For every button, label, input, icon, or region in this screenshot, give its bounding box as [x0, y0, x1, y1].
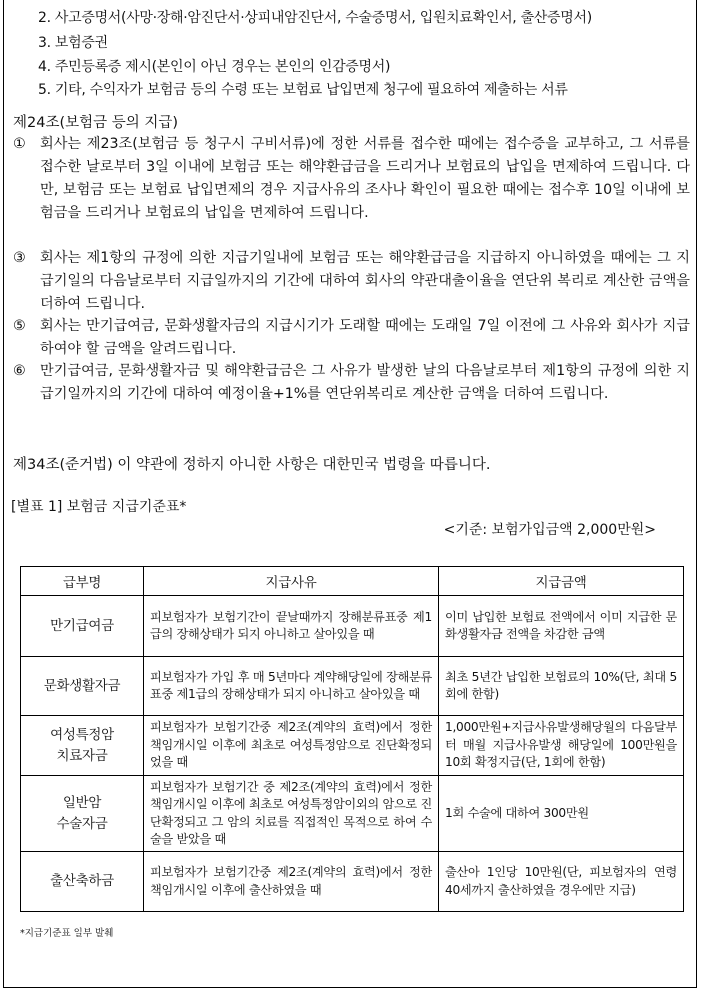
docs-list-item-2: 2. 사고증명서(사망·장해·암진단서·상피내암진단서, 수술증명서, 입원치료확인서, 출산증명서) — [38, 10, 592, 26]
payment-amount: 이미 납입한 보험료 전액에서 이미 지급한 문화생활자금 전액을 차감한 금액 — [439, 596, 684, 657]
paragraph-text: 회사는 만기급여금, 문화생활자금의 지급시기가 도래할 때에는 도래일 7일 이전에 그 사유와 회사가 지급하여야 할 금액을 알려드립니다. — [40, 318, 690, 357]
benefit-name: 만기급여금 — [21, 596, 144, 657]
payment-reason: 피보험자가 보험기간 중 제2조(계약의 효력)에서 정한 책임개시일 이후에 최초로 여성특정암이외의 암으로 진단확정되고 그 암의 치료를 직접적인 목적으로 하여 수술을 받았을 때 — [144, 776, 439, 852]
payment-reason: 피보험자가 보험기간중 제2조(계약의 효력)에서 정한 책임개시일 이후에 최초로 여성특정암으로 진단확정되었을 때 — [144, 716, 439, 776]
attachment-standard-note: <기준: 보험가입금액 2,000만원> — [443, 522, 656, 538]
benefit-name: 출산축하금 — [21, 852, 144, 912]
table-row — [21, 596, 684, 657]
header-payment-reason: 지급사유 — [144, 567, 439, 596]
table-row — [21, 657, 684, 716]
payment-reason: 피보험자가 보험기간중 제2조(계약의 효력)에서 정한 책임개시일 이후에 출산하였을 때 — [144, 852, 439, 912]
header-payment-amount: 지급금액 — [439, 567, 684, 596]
payment-amount: 출산아 1인당 10만원(단, 피보험자의 연령 40세까지 출산하였을 경우에만 지급) — [439, 852, 684, 912]
paragraph-text: 만기급여금, 문화생활자금 및 해약환급금은 그 사유가 발생한 날의 다음날로부터 제1항의 규정에 의한 지급기일까지의 기간에 대하여 예정이율+1%를 연단위복리로 계산한 금액을 더하여 드립니다. — [40, 363, 690, 402]
document-page — [3, 0, 697, 988]
benefit-name: 일반암 수술자금 — [21, 776, 144, 852]
payment-reason: 피보험자가 가입 후 매 5년마다 계약해당일에 장해분류표중 제1급의 장해상태가 되지 아니하고 살아있을 때 — [144, 657, 439, 716]
paragraph-text: 회사는 제23조(보험금 등 청구시 구비서류)에 정한 서류를 접수한 때에는 접수증을 교부하고, 그 서류를 접수한 날로부터 3일 이내에 보험금 또는 해약환급금을 드리거나 보험료의 납입을 면제하여 드립니다. 다만, 보험금 또는 보험료 납입면제의 경우 지급사유의 조사나 확인이 필요한 때에는 접수후 10일 이내에 보험금을 드리거나 보험료의 납입을 면제하여 드립니다. — [40, 136, 690, 221]
docs-list-item-3: 3. 보험증권 — [38, 35, 108, 51]
table-row — [21, 776, 684, 852]
table-row — [21, 716, 684, 776]
benefit-name: 문화생활자금 — [21, 657, 144, 716]
paragraph-mark: ⑥ — [13, 363, 26, 379]
payment-reason: 피보험자가 보험기간이 끝날때까지 장해분류표중 제1급의 장해상태가 되지 아니하고 살아있을 때 — [144, 596, 439, 657]
paragraph-text: 회사는 제1항의 규정에 의한 지급기일내에 보험금 또는 해약환급금을 지급하지 아니하였을 때에는 그 지급기일의 다음날로부터 지급일까지의 기간에 대하여 회사의 약관대출이율을 연단위 복리로 계산한 금액을 더하여 드립니다. — [40, 250, 690, 312]
paragraph-mark: ③ — [13, 250, 26, 266]
payment-amount: 1회 수술에 대하여 300만원 — [439, 776, 684, 852]
article-34-text: 제34조(준거법) 이 약관에 정하지 아니한 사항은 대한민국 법령을 따릅니다. — [13, 457, 491, 473]
payment-criteria-table — [20, 566, 684, 912]
payment-amount: 1,000만원+지급사유발생해당월의 다음달부터 매월 지급사유발생 해당일에 100만원을 10회 확정지급(단, 1회에 한함) — [439, 716, 684, 776]
payment-amount: 최초 5년간 납입한 보험료의 10%(단, 최대 5회에 한함) — [439, 657, 684, 716]
table-row — [21, 852, 684, 912]
docs-list-item-4: 4. 주민등록증 제시(본인이 아닌 경우는 본인의 인감증명서) — [38, 59, 391, 75]
table-header-row — [21, 567, 684, 596]
paragraph-mark: ⑤ — [13, 318, 26, 334]
paragraph-mark: ① — [13, 136, 26, 152]
table-footnote: *지급기준표 일부 발췌 — [20, 928, 114, 939]
attachment-title: [별표 1] 보험금 지급기준표* — [11, 499, 187, 515]
header-benefit-name: 급부명 — [21, 567, 144, 596]
benefit-name: 여성특정암 치료자금 — [21, 716, 144, 776]
docs-list-item-5: 5. 기타, 수익자가 보험금 등의 수령 또는 보험료 납입면제 청구에 필요하여 제출하는 서류 — [38, 82, 568, 98]
article-24-heading: 제24조(보험금 등의 지급) — [13, 115, 179, 131]
